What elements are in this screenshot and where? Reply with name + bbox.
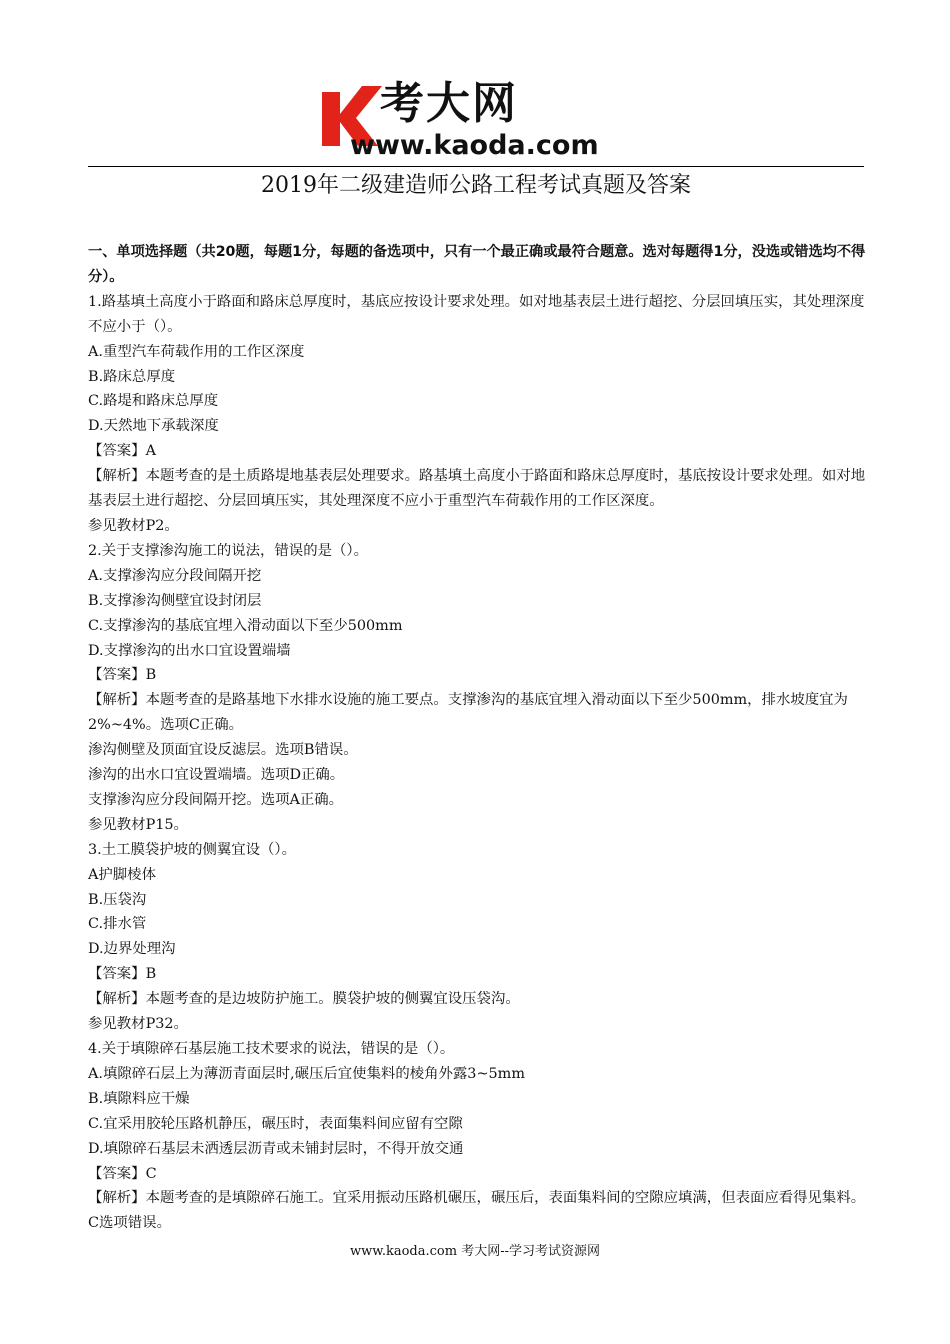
text-line: C.排水管 <box>88 916 147 933</box>
text-line: 支撑渗沟应分段间隔开挖。选项A正确。 <box>88 791 344 808</box>
text-line: 4.关于填隙碎石基层施工技术要求的说法，错误的是（）。 <box>88 1041 455 1057</box>
text-line: D.边界处理沟 <box>88 941 176 958</box>
logo-url[interactable]: www.kaoda.com <box>350 130 599 161</box>
text-line: 2.关于支撑渗沟施工的说法，错误的是（）。 <box>88 542 368 559</box>
logo-name: 考大网 <box>380 78 518 129</box>
text-line: D.支撑渗沟的出水口宜设置端墙 <box>88 642 291 659</box>
text-line: 1.路基填土高度小于路面和路床总厚度时，基底应按设计要求处理。如对地基表层土进行超挖、分层回填压实，其处理深度不应小于（）。 <box>88 293 865 335</box>
text-line: 3.土工膜袋护坡的侧翼宜设（）。 <box>88 841 296 858</box>
text-line: B.压袋沟 <box>88 891 147 908</box>
page-footer[interactable]: www.kaoda.com 考大网--学习考试资源网 <box>350 1244 600 1259</box>
text-line: C.支撑渗沟的基底宜埋入滑动面以下至少500mm <box>88 617 403 634</box>
text-line: D.天然地下承载深度 <box>88 418 219 435</box>
text-line: 参见教材P2。 <box>88 517 179 534</box>
text-line: 参见教材P15。 <box>88 816 188 833</box>
header-rule <box>88 166 864 167</box>
text-line: 渗沟侧壁及顶面宜设反滤层。选项B错误。 <box>88 742 358 759</box>
text-line: 【答案】B <box>88 667 157 684</box>
page-title: 2019年二级建造师公路工程考试真题及答案 <box>261 173 691 198</box>
text-line: A.重型汽车荷载作用的工作区深度 <box>88 343 305 360</box>
text-line: D.填隙碎石基层未洒透层沥青或未铺封层时，不得开放交通 <box>88 1140 464 1157</box>
text-line: 【解析】本题考查的是边坡防护施工。膜袋护坡的侧翼宜设压袋沟。 <box>88 991 520 1008</box>
text-line: 【解析】本题考查的是填隙碎石施工。宜采用振动压路机碾压，碾压后，表面集料间的空隙应填满，但表面应看得见集料。C选项错误。 <box>88 1190 866 1232</box>
text-line: 【解析】本题考查的是路基地下水排水设施的施工要点。支撑渗沟的基底宜埋入滑动面以下至少500mm，排水坡度宜为2%~4%。选项C正确。 <box>88 692 848 734</box>
text-line: B.路床总厚度 <box>88 368 176 385</box>
text-line: A护脚棱体 <box>88 866 156 883</box>
kaoda-logo <box>318 80 648 162</box>
text-line: A.填隙碎石层上为薄沥青面层时,碾压后宜使集料的棱角外露3~5mm <box>88 1065 525 1082</box>
document-body <box>88 240 866 1236</box>
text-line: C.路堤和路床总厚度 <box>88 393 219 410</box>
text-line: B.支撑渗沟侧壁宜设封闭层 <box>88 592 262 609</box>
section-heading: 一、单项选择题（共20题，每题1分，每题的备选项中，只有一个最正确或最符合题意。选对每题得1分，没选或错选均不得分）。 <box>88 244 866 285</box>
text-line: B.填隙料应干燥 <box>88 1090 190 1107</box>
text-line: 【答案】C <box>88 1165 157 1182</box>
text-line: 【答案】A <box>88 443 156 460</box>
text-line: 渗沟的出水口宜设置端墙。选项D正确。 <box>88 767 345 784</box>
text-line: 【解析】本题考查的是土质路堤地基表层处理要求。路基填土高度小于路面和路床总厚度时，基底按设计要求处理。如对地基表层土进行超挖、分层回填压实，其处理深度不应小于重型汽车荷载作用的工作区深度。 <box>88 468 866 510</box>
text-line: C.宜采用胶轮压路机静压，碾压时，表面集料间应留有空隙 <box>88 1115 463 1132</box>
text-line: 【答案】B <box>88 966 157 983</box>
text-line: A.支撑渗沟应分段间隔开挖 <box>88 567 262 584</box>
text-line: 参见教材P32。 <box>88 1016 188 1033</box>
